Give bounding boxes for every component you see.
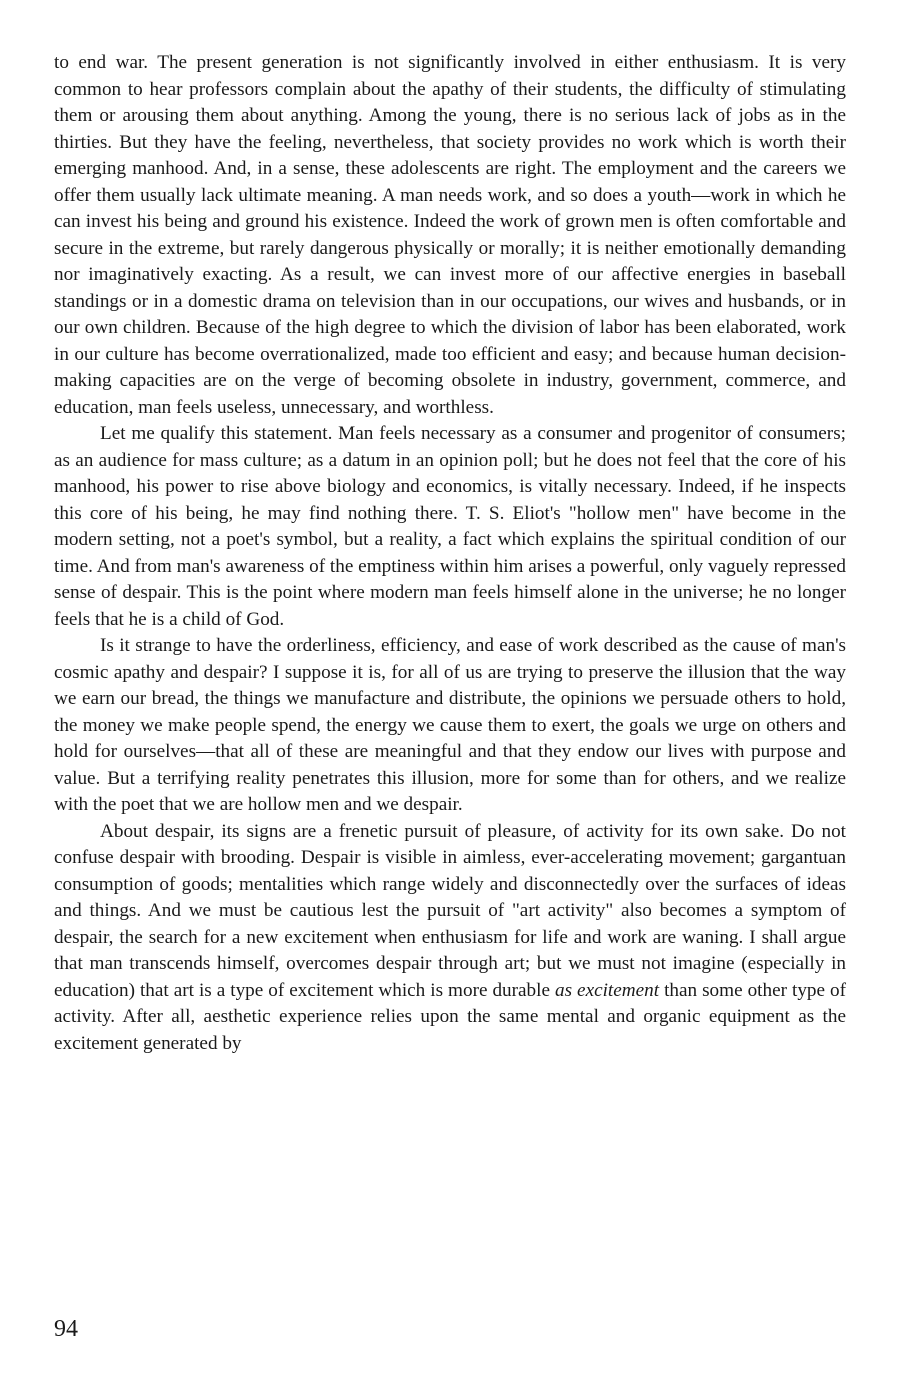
page-number: 94	[54, 1316, 78, 1342]
paragraph-4-text-after: than some other type of activity. After all, aesthetic experience relies upon the same mental and organic equipment as the excitement generated by	[54, 979, 846, 1054]
paragraph-3: Is it strange to have the orderliness, efficiency, and ease of work described as the cause of man's cosmic apathy and despair? I suppose it is, for all of us are trying to preserve the illusion that the way we earn our bread, the things we manufacture and distribute, the opinions we persuade others to hold, the money we make people spend, the energy we cause them to exert, the goals we urge on others and hold for ourselves—that all of these are meaningful and that they endow our lives with purpose and value. But a terrifying reality penetrates this illusion, more for some than for others, and we realize with the poet that we are hollow men and we despair.	[54, 635, 846, 815]
page-body	[54, 50, 846, 1057]
paragraph-4-italic-phrase: as excitement	[555, 979, 660, 1001]
paragraph-4-text-before: About despair, its signs are a frenetic pursuit of pleasure, of activity for its own sake. Do not confuse despair with brooding. Despair is visible in aimless, ever-accelerating movement; gargantuan consumption of goods; mentalities which range widely and disconnectedly over the surfaces of ideas and things. And we must be cautious lest the pursuit of "art activity" also becomes a symptom of despair, the search for a new excitement when enthusiasm for life and work are waning. I shall argue that man transcends himself, overcomes despair through art; but we must not imagine (especially in education) that art is a type of excitement which is more durable	[54, 820, 846, 1001]
paragraph-2: Let me qualify this statement. Man feels necessary as a consumer and progenitor of consumers; as an audience for mass culture; as a datum in an opinion poll; but he does not feel that the core of his manhood, his power to rise above biology and economics, is vitally necessary. Indeed, if he inspects this core of his being, he may find nothing there. T. S. Eliot's "hollow men" have become in the modern setting, not a poet's symbol, but a reality, a fact which explains the spiritual condition of our time. And from man's awareness of the emptiness within him arises a powerful, only vaguely repressed sense of despair. This is the point where modern man feels himself alone in the universe; he no longer feels that he is a child of God.	[54, 423, 846, 630]
paragraph-4	[54, 819, 846, 1058]
paragraph-1: to end war. The present generation is not significantly involved in either enthusiasm. It is very common to hear professors complain about the apathy of their students, the difficulty of stimulating them or arousing them about anything. Among the young, there is no serious lack of jobs as in the thirties. But they have the feeling, nevertheless, that society provides no work which is worth their emerging manhood. And, in a sense, these adolescents are right. The employment and the careers we offer them usually lack ultimate meaning. A man needs work, and so does a youth—work in which he can invest his being and ground his existence. Indeed the work of grown men is often comfortable and secure in the extreme, but rarely dangerous physically or morally; it is neither emotionally demanding nor imaginatively exacting. As a result, we can invest more of our affective energies in baseball standings or in a domestic drama on television than in our occupations, our wives and husbands, or in our own children. Because of the high degree to which the division of labor has been elaborated, work in our culture has become overrationalized, made too efficient and easy; and because human decision-making capacities are on the verge of becoming obsolete in industry, government, commerce, and education, man feels useless, unnecessary, and worthless.	[54, 52, 846, 418]
